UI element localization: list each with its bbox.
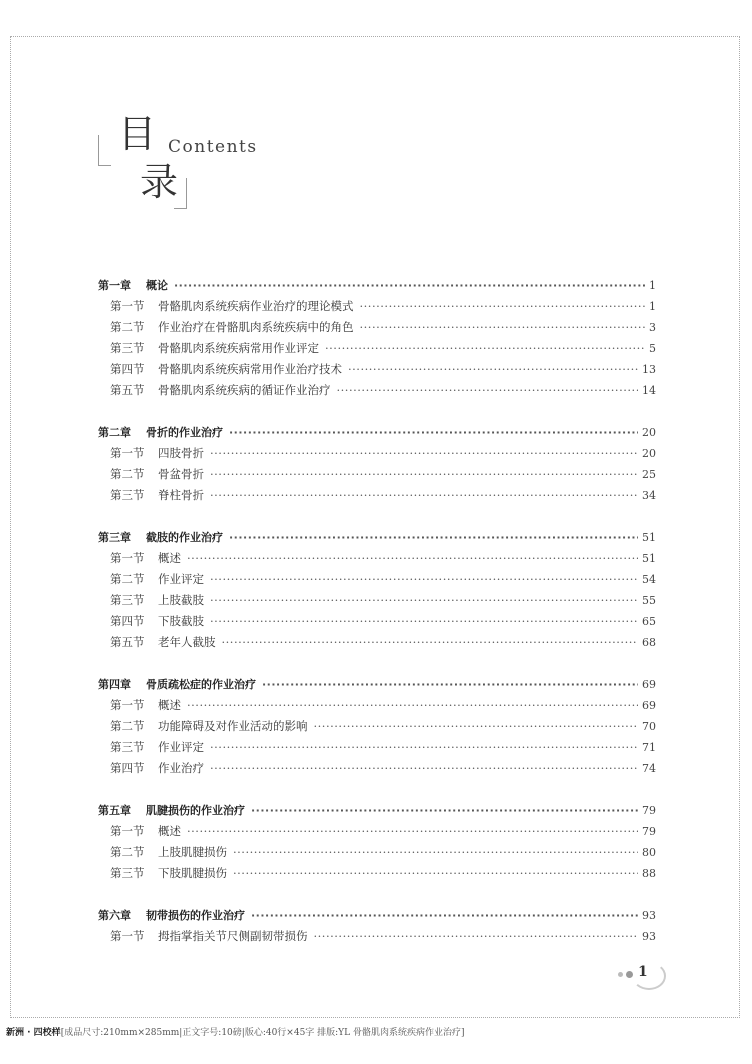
section-entry[interactable] [98,380,656,401]
chapter-entry-title: 骨折的作业治疗 [146,426,223,439]
leader-dots [210,611,638,632]
chapter-entry[interactable] [98,800,656,821]
page-number: 1 [638,964,648,980]
chapter-entry[interactable] [98,905,656,926]
section-entry-number: 第一节 [110,551,145,565]
section-entry-number: 第四节 [110,761,145,775]
section-entry[interactable] [98,632,656,653]
leader-dots [174,275,645,296]
section-entry-number: 第五节 [110,635,145,649]
chapter-block [98,905,656,947]
section-entry[interactable] [98,485,656,506]
chapter-entry-number: 第四章 [98,678,131,691]
section-entry-page: 1 [649,300,656,313]
section-entry-page: 25 [642,468,656,481]
title-char-mu: 目 [118,112,157,156]
section-entry-page: 69 [642,699,656,712]
section-entry-page: 93 [642,930,656,943]
title-bracket-right [174,178,187,209]
chapter-entry-title: 截肢的作业治疗 [146,531,223,544]
chapter-entry-title: 韧带损伤的作业治疗 [146,909,245,922]
chapter-block [98,275,656,401]
section-entry-title: 作业治疗 [158,761,204,775]
chapter-entry-page: 93 [642,909,656,922]
chapter-entry-page: 20 [642,426,656,439]
chapter-entry-title: 概论 [146,279,168,292]
title-char-lu: 录 [140,160,179,204]
section-entry-page: 68 [642,636,656,649]
chapter-entry-page: 1 [649,279,656,292]
section-entry-page: 14 [642,384,656,397]
decor-dot-icon [618,972,623,977]
leader-dots [337,380,639,401]
section-entry-title: 下肢截肢 [158,614,204,628]
section-entry-page: 20 [642,447,656,460]
section-entry-page: 51 [642,552,656,565]
leader-dots [229,527,638,548]
chapter-entry-page: 69 [642,678,656,691]
chapter-entry-number: 第三章 [98,531,131,544]
section-entry-title: 上肢肌腱损伤 [158,845,227,859]
section-entry-page: 5 [649,342,656,355]
title-bracket-left [98,135,111,166]
section-entry-title: 概述 [158,824,181,838]
section-entry-title: 骨骼肌肉系统疾病常用作业治疗技术 [158,362,342,376]
section-entry-page: 13 [642,363,656,376]
leader-dots [314,716,639,737]
section-entry-title: 作业治疗在骨骼肌肉系统疾病中的角色 [158,320,354,334]
chapter-entry-number: 第五章 [98,804,131,817]
section-entry-page: 71 [642,741,656,754]
leader-dots [210,569,638,590]
leader-dots [262,674,638,695]
section-entry-number: 第一节 [110,929,145,943]
section-entry[interactable] [98,590,656,611]
contents-label: Contents [168,137,258,157]
chapter-entry-title: 骨质疏松症的作业治疗 [146,678,256,691]
section-entry[interactable] [98,443,656,464]
section-entry-title: 概述 [158,551,181,565]
table-of-contents [98,275,656,968]
section-entry-number: 第二节 [110,719,145,733]
chapter-entry[interactable] [98,674,656,695]
section-entry[interactable] [98,842,656,863]
section-entry-title: 骨骼肌肉系统疾病的循证作业治疗 [158,383,331,397]
section-entry[interactable] [98,716,656,737]
section-entry-number: 第四节 [110,362,145,376]
section-entry-page: 70 [642,720,656,733]
section-entry-number: 第三节 [110,740,145,754]
section-entry[interactable] [98,317,656,338]
leader-dots [360,296,646,317]
section-entry-number: 第三节 [110,866,145,880]
section-entry-title: 拇指掌指关节尺侧副韧带损伤 [158,929,308,943]
chapter-entry-number: 第一章 [98,279,131,292]
section-entry-title: 下肢肌腱损伤 [158,866,227,880]
leader-dots [325,338,645,359]
section-entry-number: 第三节 [110,341,145,355]
section-entry-number: 第一节 [110,446,145,460]
leader-dots [251,905,638,926]
footer-specs: [成品尺寸:210mm×285mm|正文字号:10磅|版心:40行×45字 排版:YL 骨骼肌肉系统疾病作业治疗] [60,1028,465,1038]
section-entry-title: 概述 [158,698,181,712]
section-entry[interactable] [98,821,656,842]
page-number-badge [612,960,668,990]
chapter-entry[interactable] [98,527,656,548]
section-entry-title: 脊柱骨折 [158,488,204,502]
chapter-entry[interactable] [98,422,656,443]
chapter-entry-number: 第六章 [98,909,131,922]
section-entry-number: 第四节 [110,614,145,628]
chapter-entry-page: 79 [642,804,656,817]
chapter-block [98,800,656,884]
print-footer [0,1024,752,1042]
section-entry-page: 80 [642,846,656,859]
chapter-entry[interactable] [98,275,656,296]
section-entry-title: 骨骼肌肉系统疾病常用作业评定 [158,341,319,355]
chapter-block [98,422,656,506]
section-entry-number: 第二节 [110,320,145,334]
section-entry-number: 第一节 [110,824,145,838]
chapter-block [98,674,656,779]
leader-dots [210,758,638,779]
section-entry[interactable] [98,737,656,758]
section-entry-title: 作业评定 [158,740,204,754]
section-entry-number: 第五节 [110,383,145,397]
section-entry-title: 上肢截肢 [158,593,204,607]
section-entry-page: 74 [642,762,656,775]
section-entry-number: 第二节 [110,572,145,586]
section-entry-number: 第二节 [110,467,145,481]
leader-dots [348,359,638,380]
footer-brand: 新洲 · 四校样 [6,1028,61,1038]
leader-dots [187,695,638,716]
section-entry[interactable] [98,296,656,317]
leader-dots [314,926,639,947]
chapter-entry-page: 51 [642,531,656,544]
leader-dots [229,422,638,443]
section-entry[interactable] [98,548,656,569]
section-entry-page: 55 [642,594,656,607]
chapter-block [98,527,656,653]
section-entry[interactable] [98,359,656,380]
leader-dots [187,548,638,569]
section-entry-title: 骨骼肌肉系统疾病作业治疗的理论模式 [158,299,354,313]
section-entry[interactable] [98,926,656,947]
leader-dots [222,632,639,653]
leader-dots [233,842,638,863]
chapter-entry-number: 第二章 [98,426,131,439]
leader-dots [210,443,638,464]
section-entry-number: 第二节 [110,845,145,859]
section-entry[interactable] [98,464,656,485]
chapter-entry-title: 肌腱损伤的作业治疗 [146,804,245,817]
section-entry[interactable] [98,611,656,632]
leader-dots [187,821,638,842]
section-entry-title: 功能障碍及对作业活动的影响 [158,719,308,733]
section-entry-title: 老年人截肢 [158,635,216,649]
section-entry-page: 88 [642,867,656,880]
section-entry-page: 79 [642,825,656,838]
section-entry-page: 3 [649,321,656,334]
leader-dots [233,863,638,884]
leader-dots [210,590,638,611]
leader-dots [210,464,638,485]
section-entry-number: 第三节 [110,488,145,502]
section-entry-page: 54 [642,573,656,586]
leader-dots [251,800,638,821]
leader-dots [360,317,646,338]
section-entry-number: 第一节 [110,299,145,313]
leader-dots [210,485,638,506]
section-entry[interactable] [98,695,656,716]
section-entry[interactable] [98,569,656,590]
leader-dots [210,737,638,758]
section-entry-page: 65 [642,615,656,628]
section-entry-title: 骨盆骨折 [158,467,204,481]
section-entry[interactable] [98,863,656,884]
section-entry-title: 四肢骨折 [158,446,204,460]
section-entry-page: 34 [642,489,656,502]
section-entry[interactable] [98,338,656,359]
section-entry[interactable] [98,758,656,779]
section-entry-title: 作业评定 [158,572,204,586]
section-entry-number: 第三节 [110,593,145,607]
section-entry-number: 第一节 [110,698,145,712]
